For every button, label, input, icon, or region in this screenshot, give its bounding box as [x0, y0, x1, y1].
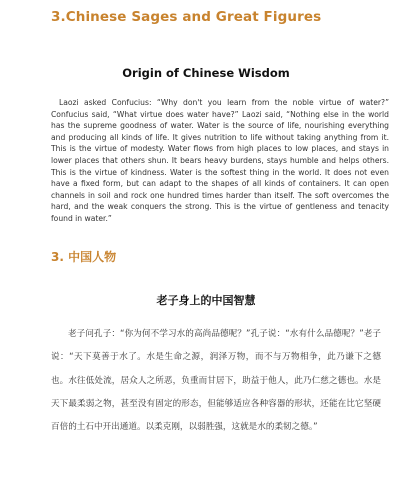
section-heading-chinese: 3. 中国人物	[51, 250, 117, 264]
article-paragraph-chinese: 老子问孔子：“你为何不学习水的高尚品德呢？”孔子说：“水有什么品德呢？”老子说：“天下莫善于水了。水是生命之源，润泽万物，而不与万物相争，此乃谦下之德也。水往低处流，居众人之所恶，负重而甘居下，助益于他人，此乃仁慈之德也。水是天下最柔弱之物，甚至没有固定的形态，但能够适应各种容器的形状，还能在比它坚硬百倍的土石中开出通道。以柔克刚，以弱胜强，这就是水的柔韧之德。”	[51, 329, 381, 433]
article-title-chinese: 老子身上的中国智慧	[156, 294, 256, 307]
article-paragraph-english: Laozi asked Confucius: “Why don't you learn from the noble virtue of water?” Confucius said, “What virtue does water have?” Laozi said, “Nothing else in the world has the supreme goodness of water. Water is the source of life, nourishing everything and producing all kinds of life. It gives nutrition to life without taking anything from it. This is the virtue of modesty. Water flows from high places to low places, and stays in lower places that others shun. It bears heavy burdens, stays humble and helps others. This is the virtue of kindness. Water is the softest thing in the world. It does not even have a fixed form, but can adapt to the shapes of all kinds of containers. It can open channels in soil and rock one hundred times harder than itself. The soft overcomes the hard, and the weak conquers the strong. This is the virtue of gentleness and tenacity found in water.”	[51, 98, 389, 223]
section-heading-english: 3.Chinese Sages and Great Figures	[51, 9, 322, 25]
article-title-english: Origin of Chinese Wisdom	[122, 66, 290, 80]
